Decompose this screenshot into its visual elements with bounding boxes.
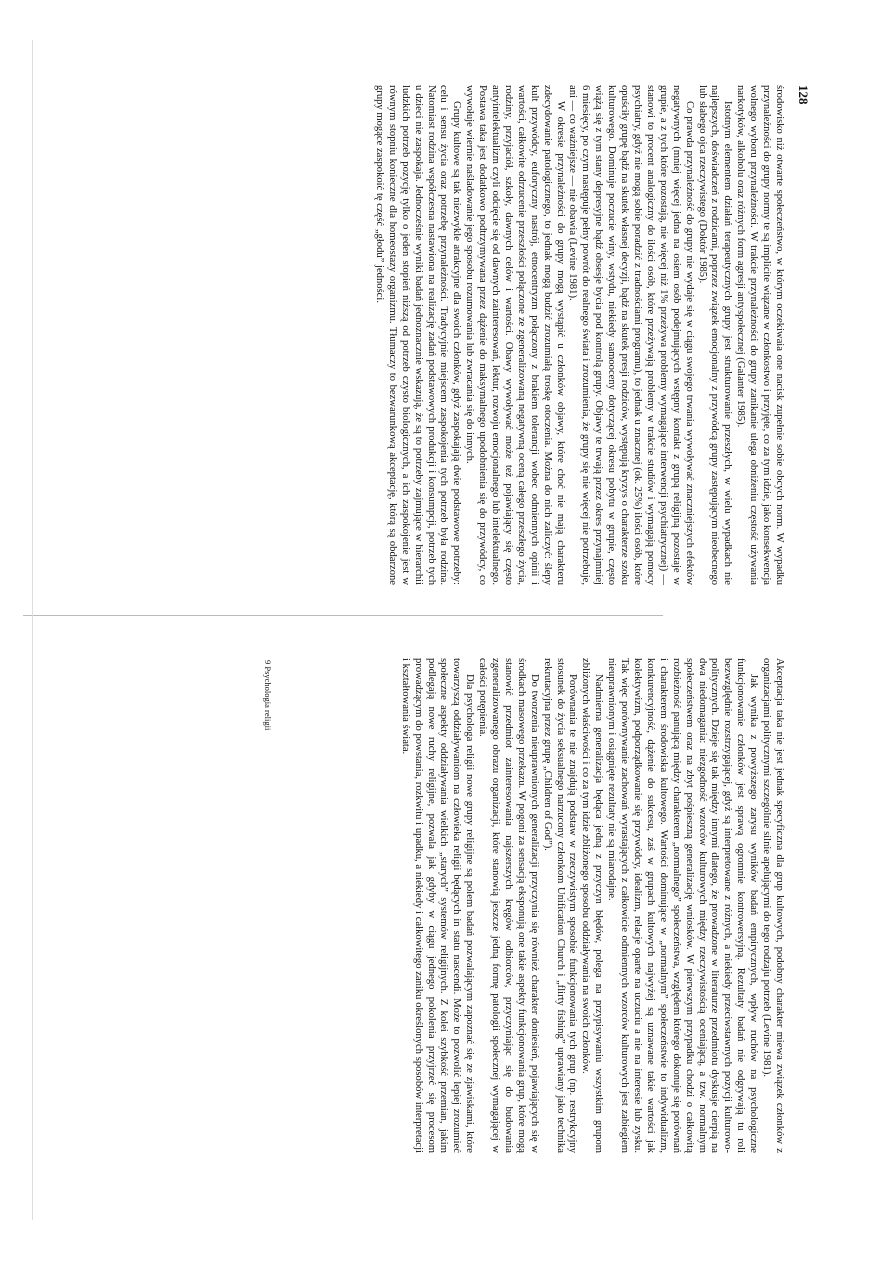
right-paragraph-3: Nadmierna generalizacja będąca jedną z przyczyn błędów, polega na przypisywaniu wszystkim grupom zbliżonych właściwości i co za tym idzie zbliżonego sposobu oddziaływania na swoich członków. bbox=[580, 658, 605, 1153]
left-paragraph-1: środowisko niż otwarte społeczeństwo, w którym oczekiwaia one nacisk zupełnie sobie obcych norm. W wypadku przynależności do grupy normy te są implicite wiązane w członkostwo i przyjęte, co za tym idzie, jako konsekwencja wolnego wyboru przynależności. W trakcie przynależności do grupy zanikanie ulega obniżeniu częstość używania narkotyków, alkoholu oraz różnych form agresji antyspołecznej (Galanter 1985). bbox=[735, 85, 785, 585]
left-page bbox=[0, 0, 893, 620]
left-paragraph-3: Co prawda przynależność do grupy nie wydaje się w ciągu swojego trwania wywoływać znaczniejszych efektów negatywnych (mniej więcej jedna na osiem osób podejmujących wstępny kontakt z grupą religijną pozostaje w grupie, a z tych które pozostają, nie więcej niż 1% przeżywa problemy wymagające interwencji psychiatrycznej) — stanowi to procent analogiczny do ilości osób, które przeżywają problemy w trakcie studiów i wymagają pomocy psychiatry, gdyż nie mogą sobie poradzić z tradnościami programu), to jednak u znacznej (ok. 25%) ilości osób, które opuściły grupę bądź na skutek własnej decyzji, bądź na skutek presji rodziców, występują kryzys o charakterze szoku kulturowego. Dominuje poczucie winy, wstydu, niekiedy samooceny dotyczącej okresu pobytu w grupie, często wiążą się z tym stany depresyjne bądź obsesje bycia pod kontrolą grupy. Objawy te trwają przez okres przynajmniej 6 miesięcy, po czym następuje pełny powrót do realnego świata i zrozumienia, że grupy się nie więcej nie potrzebuje, ani — co ważniejsze — nie obawia (Levine 1981). bbox=[567, 85, 695, 585]
right-paragraph-6: Dla psychologa religii nowe grupy religijne są polem badań pozwalającym zapoznać się ze zjawiskami, które towarzyszą oddziaływaniom na człowieka religii będących in statu nascendi. Może to pozwolić lepiej zrozumieć społeczne aspekty oddziaływania wielkich „starych” systemów religijnych. Z kolei szybkość przemian, jakim podlegają nowe ruchy religijne, pozwala jak gdyby w ciągu jednego pokolenia przyjrzeć się procesom prowadzącym do powstania, rozkwitu i upadku, a niekiedy i całkowitego zaniku określonych sposobów interpretacji i kształtowania świata. bbox=[399, 658, 476, 1153]
right-paragraph-4: Porównania te nie znajdują podstaw w rzeczywistym sposobie funkcjonowania tych grup (np. restrykcyjny stosunek do życia seksualnego narzucony członkom Unification Church i „flirty fishing” uprawiany jako technika rekrutacyjna przez grupę „Children of God”). bbox=[541, 658, 579, 1153]
left-paragraph-2: Istotnym elementem działań terapeutycznych grupy jest strukturowanie przeszłych, w wielu wypadkach nie najlepszych, doświadczeń z rodzicami, poprzez związek emocjonalny z przywódcą grupy zastępującym nieobecnego lub słabego ojca rzeczywistego (Doktór 1985). bbox=[696, 85, 734, 585]
scan-edge-line bbox=[32, 40, 33, 1220]
right-page-text bbox=[398, 658, 785, 1153]
left-paragraph-5: Grupy kultowe są tak niezwykle atrakcyjne dla swoich członków, gdyż zaspokajają dwie podstawowe potrzeby: celu i sensu życia oraz potrzebę przynależności. Tradycyjnie miejscem zaspokojenia tych potrzeb była rodzina. Natomiast rodzina współczesna nastawiona na realizację zadań podstawowych produkcji i konsumpcji, potrzeb tych u dzieci nie zaspokaja. Jednocześnie wyniki badań jednoznacznie wskazują, że są to potrzeby zajmujące w hierarchii ludzkich potrzeb pozycję tylko o jeden stopień niższą od potrzeb czysto biologicznych, a ich zaspokojenie jest w równym stopniu konieczne dla homeostazy organizmu. Tłumaczy to bezwarunkową akceptację, którą są obdarzone grupy mogące zaspokoić tę część „głodu” jedności. bbox=[373, 85, 463, 585]
right-page bbox=[0, 640, 893, 1263]
page-number: 128 bbox=[796, 85, 811, 105]
right-paragraph-5: Do tworzenia nieuprawnionych generalizacji przyczynia się również charakter doniesień, pojawiających się w środkach masowego przekazu. W pogoni za sensacją eksponują one takie aspekty funkcjonowania grup, które mogą stanowić przedmiot zainteresowania najszerszych kręgów odbiorców, przyczyniając się do budowania zgeneralizowanego obrazu organizacji, które stanowią jeszcze jedną formę patologii społecznej wymagającej w całości potępienia. bbox=[477, 658, 540, 1153]
left-page-text bbox=[372, 85, 785, 585]
right-paragraph-2: Jak wynika z powyższego zarysu wyników badań empirycznych, wpływ ruchów na psychologiczne funkcjonowanie członków jest sprawą ogromnie kontrowersyjną. Rezultaty badań nie odgrywają tu roli bezwzględnie rozstrzygającej, gdyż są interpretowane z różnych, a niekiedy przeciwstawnych pozycji kulturowo-politycznych. Dzieje się tak między innymi dlatego, że prowadzone w literaturze przedmiotu dyskusje cierpią na dwa niedomagania: niezgodność wzorców kulturowych między rzeczywistością oceniającą, a tzw. normalnym społeczeństwem oraz na zbyt pośpieszną generalizację wniosków. W pierwszym przypadku chodzi o całkowitą rozbieżność panującą między charakterem „normalnego” społeczeństwa, względem którego dokonuje się porównań i charakterem środowiska kultowego. Wartości dominujące w „normalnym” społeczeństwie to indywidualizm, konkurencyjność, dążenie do sukcesu, zaś w grupach kultowych najwyżej są uznawane takie wartości jak kolektywizm, podporządkowanie się przywódcy, idealizm, relacje oparte na uczuciu a nie na interesie lub zysku. Tak więc porównywanie zachowań wyrastających z całkowicie odmiennych wzorców kulturowych jest zabiegiem nieuprawnionym i osiągnięte rezultaty nie są miarodajne. bbox=[606, 658, 760, 1153]
left-paragraph-4: W okresie przynależności do grupy mogą wystąpić u członków objawy, które choć nie mają charakteru zdecydowanie patologicznego, to jednak mogą budzić zrozumiałą troskę otoczenia. Można do nich zaliczyć: ślepy kult przywódcy, euforyczny nastrój, etnocentryzm połączony z brakiem tolerancji wobec odmiennych opinii i wartości, całkowite odrzucenie przeszłości połączone ze zgeneralizowaną negatywną oceną całego przeszłego życia, rodziny, przyjaciół, szkoły, dawnych celów i wartości. Obawy wywoływać może też pojawiający się często antyintelektualizm czyli odcięcie się od dawnych zainteresowań, lektur, rozwoju emocjonalnego lub intelektualnego. Postawa taka jest dodatkowo podtrzymywana przez dążenie do maksymalnego upodobnienia się do przywódcy, co wywołuje wiernie naśladowanie jego sposobu rozumowania lub zwracania się do innych. bbox=[464, 85, 566, 585]
footer-note: 9 Psychologia religii bbox=[263, 660, 273, 731]
right-paragraph-1: Akceptacja taka nie jest jednak specyficzna dla grup kultowych, podobny charakter miewa związek członków z organizacjami politycznymi szczególnie silnie apelującymi do tego rodzaju potrzeb (Levine 1981). bbox=[761, 658, 785, 1153]
